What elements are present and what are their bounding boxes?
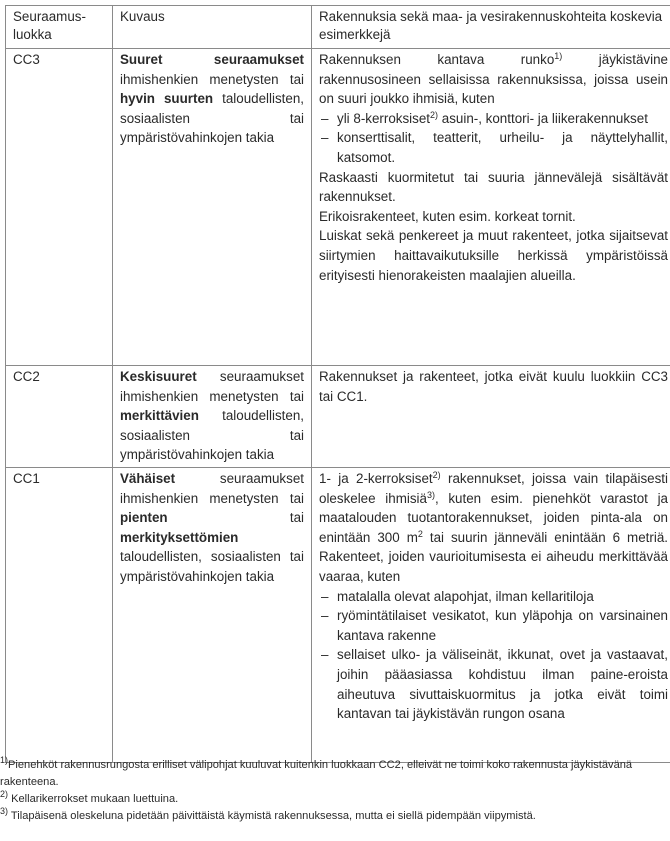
examples-intro-text: , kuten esim. pienehköt varastot ja maatalouden tuotantorakennukset, joiden pinta-ala on enintään 300 m [319,490,668,545]
desc-bold: Suuret seuraamukset [120,52,304,67]
table-row [6,49,670,366]
desc-bold: hyvin suurten [120,91,214,107]
class-label: CC1 [13,470,40,486]
desc-bold: Keskisuuret [120,369,197,384]
desc-text: seuraamukset ihmishenkien menetysten tai [120,470,304,506]
footnote-ref: 2) [432,469,441,480]
header-consequence-class-text: Seuraamus-luokka [13,9,86,42]
examples-intro-text: tai suurin jänneväli enintään 6 metriä. Rakenteet, joiden vaurioitumisesta ei aiheudu merkittävää vaaraa, kuten [319,529,668,584]
examples-cell [312,49,670,366]
header-description [113,6,312,49]
footnote-text: Pienehköt rakennusrungosta erilliset välipohjat kuuluvat kuitenkin luokkaan CC2, elleivät ne toimi koko rakennusta jäykistävänä rakenteena. [0,759,633,788]
class-cell [6,467,113,762]
table-row [6,366,670,468]
header-examples-text: Rakennuksia sekä maa- ja vesirakennuskohteita koskevia esimerkkejä [319,9,663,42]
description-cell [113,467,312,762]
list-item [319,128,668,167]
list-item-text: yli 8-kerroksiset [337,110,431,126]
list-item: – matalalla olevat alapohjat, ilman kellaritiloja [319,587,668,607]
desc-text: tai [167,510,304,526]
footnote [0,757,668,791]
desc-bold: pienten [120,510,168,526]
examples-paragraph: Luiskat sekä penkereet ja muut rakenteet, jotka sijaitsevat siirtymien haittavaikutuksille herkissä ympäristöissä erityisesti hienorakeisten maalajien alueilla. [319,228,668,283]
examples-list [319,587,668,724]
examples-paragraph: Raskaasti kuormitetut tai suuria jännevälejä sisältävät rakennukset. [319,169,668,205]
table-header-row [6,6,670,49]
footnote-ref: 2) [430,109,439,120]
footnote-mark: 3) [0,806,9,816]
examples-intro [319,469,668,587]
examples-intro-text: 1- ja 2-kerroksiset [319,470,433,486]
footnotes [0,757,668,825]
superscript-2: 2 [417,528,423,539]
footnote-ref: 3) [426,489,435,500]
footnote-mark: 1) [0,755,9,765]
desc-text: seuraamukset ihmishenkien menetysten tai [120,369,304,404]
desc-text: taloudellisten, sosiaalisten tai ympäristövahinkojen takia [120,549,304,584]
examples-cell [312,366,670,468]
table-row [6,467,670,762]
examples-intro-text: rakennukset, joissa vain tilapäisesti oleskelee ihmisiä [319,470,669,506]
class-label: CC3 [13,52,40,67]
footnote-mark: 2) [0,789,9,799]
examples-intro-text: Rakennuksen kantava runko [319,52,555,67]
desc-text: ihmishenkien menetysten tai [120,71,304,87]
list-item [319,109,668,129]
footnote-ref: 1) [554,51,563,61]
description-cell [113,366,312,468]
list-item-text: asuin-, konttori- ja liikerakennukset [438,110,648,126]
footnote [0,808,668,825]
examples-paragraph: Erikoisrakenteet, kuten esim. korkeat tornit. [319,208,576,224]
header-consequence-class [6,6,113,49]
class-label: CC2 [13,369,40,384]
examples-cell [312,467,670,762]
header-description-text: Kuvaus [120,9,165,24]
list-item: – sellaiset ulko- ja väliseinät, ikkunat, ovet ja vastaavat, joihin pääasiassa kohdistuu ilman paine-eroista aiheutuva sivuttaiskuormitus ja jotka eivät toimi kantavan tai jäykistävän rungon osana [319,645,668,723]
header-examples [312,6,670,49]
class-cell [6,49,113,366]
class-cell [6,366,113,468]
desc-bold: merkittävien [120,408,199,424]
examples-list [319,109,668,168]
description-cell [113,49,312,366]
list-item: – ryömintätilaiset vesikatot, kun yläpohja on varsinainen kantava rakenne [319,606,668,645]
desc-bold: Vähäiset [120,470,176,486]
list-item-text: konserttisalit, teatterit, urheilu- ja näyttelyhallit, katsomot. [337,130,668,165]
consequence-class-table [5,5,670,763]
desc-bold: merkityksettömien [120,529,239,545]
examples-intro-rest: jäykistävine rakennusosineen sellaisissa rakennuksissa, joissa usein on suuri joukko ihmisiä, kuten [319,52,668,107]
desc-text: taloudellisten, sosiaalisten tai ympäristövahinkojen takia [120,408,304,463]
footnote-text: Tilapäisenä oleskeluna pidetään päivittäistä käymistä rakennuksessa, mutta ei siellä pidempään viipymistä. [8,810,536,822]
examples-intro [319,50,668,109]
footnote [0,791,668,808]
footnote-text: Kellarikerrokset mukaan luettuina. [8,793,179,805]
desc-text: taloudellisten, sosiaalisten tai ympäristövahinkojen takia [120,91,304,146]
examples-intro: Rakennukset ja rakenteet, jotka eivät kuulu luokkiin CC3 tai CC1. [319,369,668,404]
